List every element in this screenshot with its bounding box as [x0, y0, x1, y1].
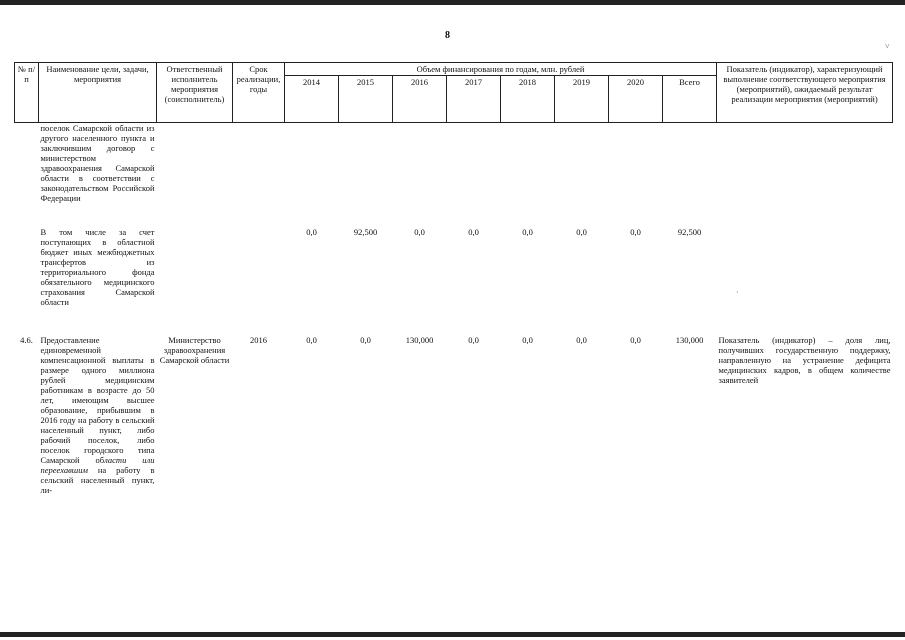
cell-total: 130,000: [675, 335, 704, 346]
cell-name-italic: ласти или переехавшим: [40, 455, 155, 476]
header-responsible: Ответственный исполнитель мероприятия (соисполнитель): [157, 63, 233, 123]
cell-value: 0,0: [414, 227, 425, 238]
cell-value: 0,0: [360, 335, 371, 346]
top-border: [0, 0, 905, 5]
cell-value: 0,0: [522, 227, 533, 238]
cell-term: [233, 227, 285, 335]
cell-responsible: [157, 227, 233, 335]
table-row: [15, 335, 893, 495]
cell-value: 0,0: [630, 227, 641, 238]
header-year-2016: 2016: [393, 76, 447, 123]
cell-value: 0,0: [468, 227, 479, 238]
cell-value: 0,0: [306, 227, 317, 238]
cell-value: [447, 123, 501, 228]
cell-value: 92,500: [353, 227, 378, 238]
cell-value: [555, 123, 609, 228]
cell-indicator: Показатель (индикатор) – доля лиц, получивших государственную поддержку, направленную на устранение дефицита медицинских кадров, в общем количестве заявителей: [718, 335, 891, 386]
cell-value: 0,0: [306, 335, 317, 346]
cell-term: 2016: [250, 335, 267, 346]
cell-term: [233, 123, 285, 228]
header-term: Срок реализации, годы: [233, 63, 285, 123]
bottom-border: [0, 632, 905, 637]
cell-num: 4.6.: [20, 335, 33, 346]
cell-value: 0,0: [576, 335, 587, 346]
cell-responsible: [157, 123, 233, 228]
cell-value: [501, 123, 555, 228]
scan-speck: ·: [736, 288, 739, 297]
header-indicator: Показатель (индикатор), характеризующий выполнение соответствующего мероприятия (мероприятий), ожидаемый результат реализации мероприятия (мероприятий): [717, 63, 893, 123]
cell-responsible: Министерство здравоохранения Самарской области: [159, 335, 230, 366]
cell-value: [285, 123, 339, 228]
cell-value: 0,0: [522, 335, 533, 346]
header-num: № п/п: [15, 63, 39, 123]
cell-total: [663, 123, 717, 228]
header-year-2018: 2018: [501, 76, 555, 123]
page-number: 8: [445, 30, 450, 41]
header-year-2019: 2019: [555, 76, 609, 123]
table-row: [15, 123, 893, 228]
cell-name: В том числе за счет поступающих в областной бюджет иных межбюджетных трансфертов из территориального фонда обязательного медицинского страхования Самарской области: [40, 227, 155, 308]
cell-value: 0,0: [468, 335, 479, 346]
header-total: Всего: [663, 76, 717, 123]
header-funding: Объем финансирования по годам, млн. рублей: [285, 63, 717, 76]
cell-name-part1: Предоставление единовременной компенсационной выплаты в размере одного миллиона рублей медицинским работникам в возрасте до 50 лет, имеющим высшее образование, прибывшим в 2016 году на работу в сельский населенный пункт, либо рабочий поселок, либо поселок городского типа Самарской об: [40, 335, 155, 466]
cell-name: поселок Самарской области из другого населенного пункта и заключившим договор с министерством здравоохранения Самарской области в соответствии с законодательством Российской Федерации: [40, 123, 155, 204]
scan-speck: ˅: [885, 42, 890, 51]
header-year-2017: 2017: [447, 76, 501, 123]
cell-value: [393, 123, 447, 228]
cell-value: 0,0: [576, 227, 587, 238]
cell-value: [609, 123, 663, 228]
cell-indicator: [717, 227, 893, 335]
table-row: [15, 227, 893, 335]
program-activities-table: [14, 62, 893, 495]
cell-value: 0,0: [630, 335, 641, 346]
cell-indicator: [717, 123, 893, 228]
cell-total: 92,500: [677, 227, 702, 238]
cell-num: [15, 227, 39, 335]
header-year-2020: 2020: [609, 76, 663, 123]
cell-name-part2: на работу в сельский населенный пункт, ли-: [40, 465, 155, 496]
cell-num: [15, 123, 39, 228]
cell-value: 130,000: [405, 335, 434, 346]
cell-value: [339, 123, 393, 228]
header-year-2014: 2014: [285, 76, 339, 123]
header-year-2015: 2015: [339, 76, 393, 123]
header-name: Наименование цели, задачи, мероприятия: [39, 63, 157, 123]
cell-name: [39, 335, 157, 495]
